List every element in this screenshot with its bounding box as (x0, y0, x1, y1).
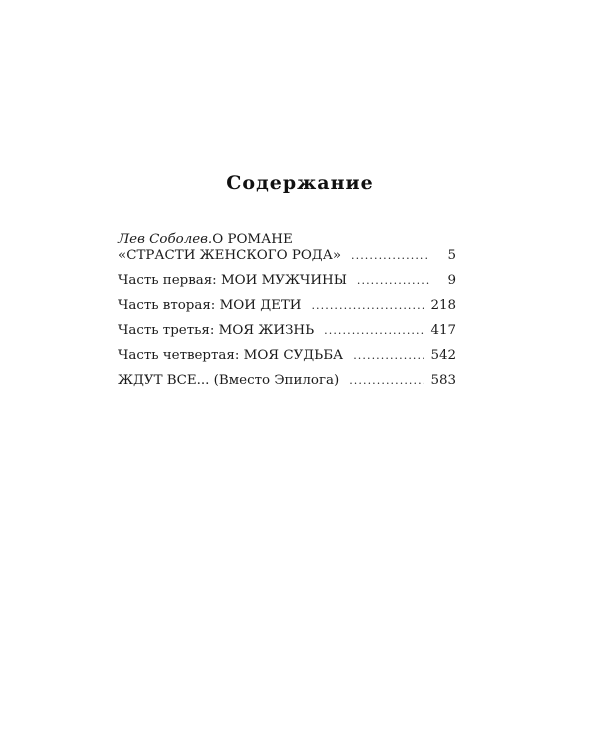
toc-entry-title-part2: «СТРАСТИ ЖЕНСКОГО РОДА» (118, 248, 342, 263)
toc-entry-part-3 (118, 323, 456, 339)
toc-entry-part-4 (118, 348, 456, 364)
dot-leader (324, 323, 424, 339)
dot-leader (349, 373, 424, 389)
dot-leader (311, 298, 424, 314)
toc-entry-author: Лев Соболев. (118, 232, 213, 247)
toc-heading: Содержание (226, 172, 374, 194)
toc-entry-page-number: 583 (430, 373, 456, 388)
toc-entry-page-number: 417 (430, 323, 456, 338)
toc-entry-page-number: 542 (430, 348, 456, 363)
toc-entry-first-line (118, 232, 456, 248)
toc-entry-page-number: 5 (447, 248, 456, 263)
toc-entry-title: Часть вторая: МОИ ДЕТИ (118, 298, 302, 313)
toc-entry-page-number: 9 (447, 273, 456, 288)
dot-leader (357, 273, 430, 289)
table-of-contents (118, 232, 456, 398)
toc-entry-second-line (118, 248, 456, 264)
toc-entry-part-2 (118, 298, 456, 314)
dot-leader (353, 348, 424, 364)
toc-entry-epilogue (118, 373, 456, 389)
toc-entry-title: Часть четвертая: МОЯ СУДЬБА (118, 348, 344, 363)
dot-leader (351, 248, 430, 264)
toc-entry-title: Часть первая: МОИ МУЖЧИНЫ (118, 273, 347, 288)
toc-entry-preface (118, 232, 456, 264)
toc-entry-title-part1: О РОМАНЕ (212, 232, 293, 247)
toc-entry-page-number: 218 (430, 298, 456, 313)
toc-entry-part-1 (118, 273, 456, 289)
toc-entry-title: Часть третья: МОЯ ЖИЗНЬ (118, 323, 315, 338)
toc-entry-title: ЖДУТ ВСЕ... (Вместо Эпилога) (118, 373, 340, 388)
